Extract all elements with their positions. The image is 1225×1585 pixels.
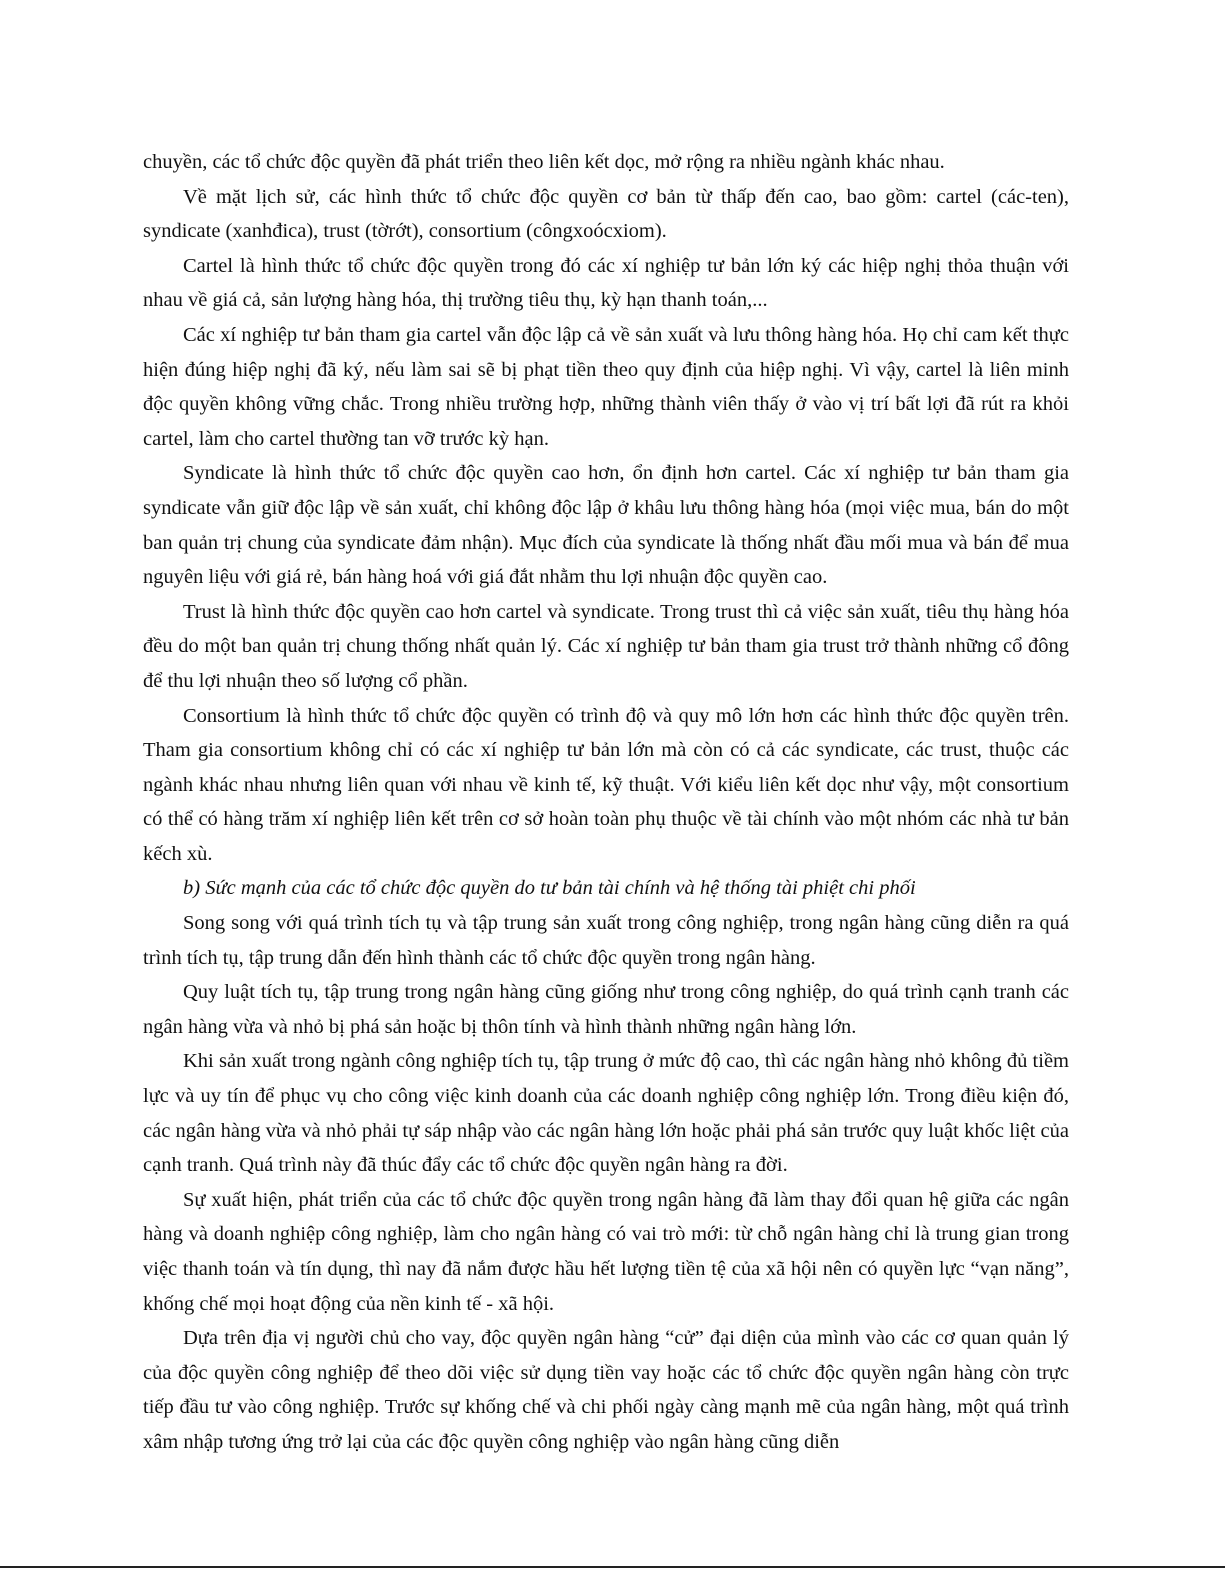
paragraph-small-banks: Khi sản xuất trong ngành công nghiệp tích tụ, tập trung ở mức độ cao, thì các ngân hàng nhỏ không đủ tiềm lực và uy tín để phục vụ cho công việc kinh doanh của các doanh nghiệp công nghiệp lớn. Trong điều kiện đó, các ngân hàng vừa và nhỏ phải tự sáp nhập vào các ngân hàng lớn hoặc phải phá sản trước quy luật khốc liệt của cạnh tranh. Quá trình này đã thúc đẩy các tổ chức độc quyền ngân hàng ra đời. — [143, 1050, 1069, 1177]
paragraph-bank-concentration: Song song với quá trình tích tụ và tập trung sản xuất trong công nghiệp, trong ngân hàng cũng diễn ra quá trình tích tụ, tập trung dẫn đến hình thành các tổ chức độc quyền trong ngân hàng. — [143, 912, 1069, 969]
paragraph-cartel-definition: Cartel là hình thức tổ chức độc quyền trong đó các xí nghiệp tư bản lớn ký các hiệp nghị thỏa thuận với nhau về giá cả, sản lượng hàng hóa, thị trường tiêu thụ, kỳ hạn thanh toán,... — [143, 254, 1069, 312]
paragraph-syndicate: Syndicate là hình thức tổ chức độc quyền cao hơn, ổn định hơn cartel. Các xí nghiệp tư bản tham gia syndicate vẫn giữ độc lập về sản xuất, chỉ không độc lập ở khâu lưu thông hàng hóa (mọi việc mua, bán do một ban quản trị chung của syndicate đảm nhận). Mục đích của syndicate là thống nhất đầu mối mua và bán để mua nguyên liệu với giá rẻ, bán hàng hoá với giá đắt nhằm thu lợi nhuận độc quyền cao. — [143, 462, 1069, 589]
paragraph-bank-representatives: Dựa trên địa vị người chủ cho vay, độc quyền ngân hàng “cử” đại diện của mình vào các cơ quan quản lý của độc quyền công nghiệp để theo dõi việc sử dụng tiền vay hoặc các tổ chức độc quyền ngân hàng còn trực tiếp đầu tư vào công nghiệp. Trước sự khống chế và chi phối ngày càng mạnh mẽ của ngân hàng, một quá trình xâm nhập tương ứng trở lại của các độc quyền công nghiệp vào ngân hàng cũng diễn — [143, 1327, 1069, 1453]
paragraph-cartel-members: Các xí nghiệp tư bản tham gia cartel vẫn độc lập cả về sản xuất và lưu thông hàng hóa. Họ chỉ cam kết thực hiện đúng hiệp nghị đã ký, nếu làm sai sẽ bị phạt tiền theo quy định của hiệp nghị. Vì vậy, cartel là liên minh độc quyền không vững chắc. Trong nhiều trường hợp, những thành viên thấy ở vào vị trí bất lợi đã rút ra khỏi cartel, làm cho cartel thường tan vỡ trước kỳ hạn. — [143, 323, 1069, 450]
paragraph-consortium: Consortium là hình thức tổ chức độc quyền có trình độ và quy mô lớn hơn các hình thức độc quyền trên. Tham gia consortium không chỉ có các xí nghiệp tư bản lớn mà còn có cả các syndicate, các trust, thuộc các ngành khác nhau nhưng liên quan với nhau về kinh tế, kỹ thuật. Với kiểu liên kết dọc như vậy, một consortium có thể có hàng trăm xí nghiệp liên kết trên cơ sở hoàn toàn phụ thuộc về tài chính vào một nhóm các nhà tư bản kếch xù. — [143, 704, 1069, 865]
section-heading-b: b) Sức mạnh của các tổ chức độc quyền do tư bản tài chính và hệ thống tài phiệt chi phối — [183, 877, 916, 900]
document-page — [143, 145, 1069, 1460]
paragraph-concentration-law: Quy luật tích tụ, tập trung trong ngân hàng cũng giống như trong công nghiệp, do quá trình cạnh tranh các ngân hàng vừa và nhỏ bị phá sản hoặc bị thôn tính và hình thành những ngân hàng lớn. — [143, 981, 1069, 1038]
paragraph-bank-role: Sự xuất hiện, phát triển của các tổ chức độc quyền trong ngân hàng đã làm thay đổi quan hệ giữa các ngân hàng và doanh nghiệp công nghiệp, làm cho ngân hàng có vai trò mới: từ chỗ ngân hàng chỉ là trung gian trong việc thanh toán và tín dụng, thì nay đã nắm được hầu hết lượng tiền tệ của xã hội nên có quyền lực “vạn năng”, khống chế mọi hoạt động của nền kinh tế - xã hội. — [143, 1188, 1069, 1315]
paragraph-trust: Trust là hình thức độc quyền cao hơn cartel và syndicate. Trong trust thì cả việc sản xuất, tiêu thụ hàng hóa đều do một ban quản trị chung thống nhất quản lý. Các xí nghiệp tư bản tham gia trust trở thành những cổ đông để thu lợi nhuận theo số lượng cổ phần. — [143, 600, 1069, 692]
paragraph-continuation: chuyền, các tổ chức độc quyền đã phát triển theo liên kết dọc, mở rộng ra nhiều ngành khác nhau. — [143, 151, 945, 173]
page-bottom-border — [0, 1566, 1225, 1568]
paragraph-history-forms: Về mặt lịch sử, các hình thức tổ chức độc quyền cơ bản từ thấp đến cao, bao gồm: cartel (các-ten), syndicate (xanhđica), trust (tờrớt), consortium (côngxoócxiom). — [143, 185, 1069, 243]
